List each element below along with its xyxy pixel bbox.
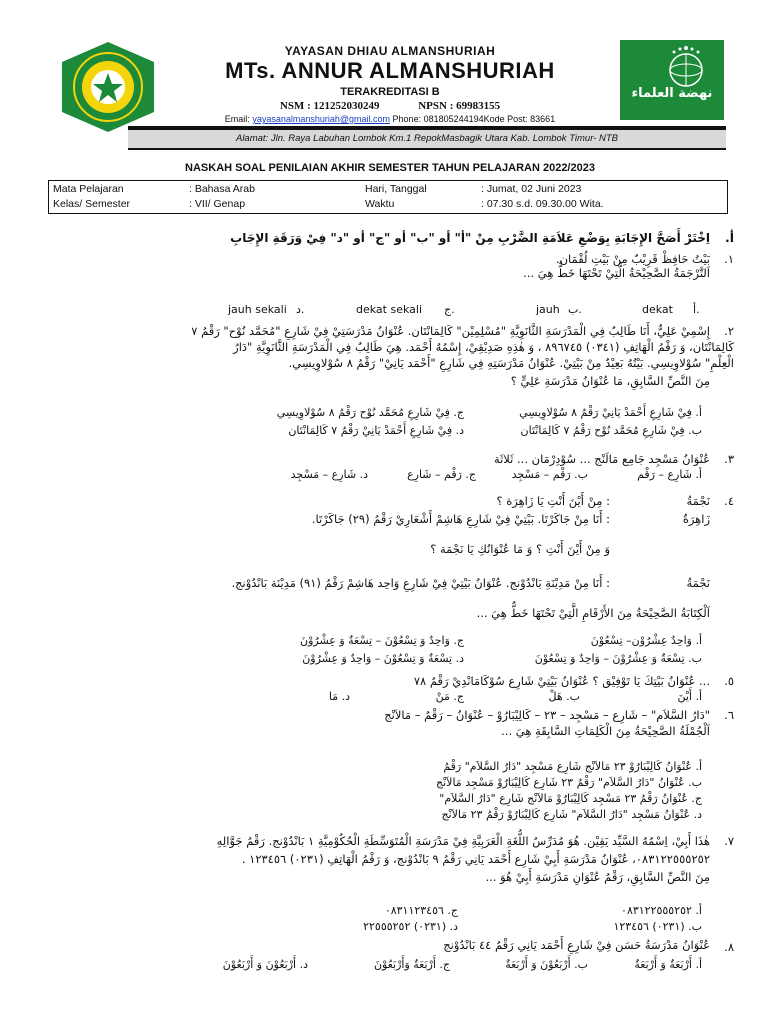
school-name: MTs. ANNUR ALMANSHURIAH xyxy=(225,58,555,83)
day-value: : Jumat, 02 Juni 2023 xyxy=(481,183,582,195)
q3-text: عُنْوَانُ مَسْجِد جَامِع مَالَنْج ... سُوْدِرْمَان ... ثَلاثَة xyxy=(493,452,710,466)
address-bar: Alamat: Jln. Raya Labuhan Lombok Km.1 RepokMasbagik Utara Kab. Lombok Timur- NTB xyxy=(128,129,726,150)
q4-option-d[interactable]: د. تِسْعَةٌ وَ تِسْعُوْنَ – وَاحِدٌ وَ عِشْرُوْنَ xyxy=(302,652,464,665)
q7-option-b[interactable]: ب. (٠٢٣١) ١٢٣٤٥٦ xyxy=(613,920,702,933)
q8-option-b[interactable]: ب. أَرْبَعُوْنَ وَ أَرْبَعَةٌ xyxy=(505,958,588,971)
q2-option-b[interactable]: ب. فِيْ شَارِعِ مُحَمَّد نُوْح رَقْمُ ٧ كَالِمَانْتَان xyxy=(520,424,702,437)
q8-number: ٨. xyxy=(724,940,734,954)
q1-option-c[interactable]: dekat sekali xyxy=(356,303,423,316)
section-instruction: اِخْتَرْ أَصَحَّ الإِجَابَةِ بِوَضْعِ عَلاَمَةِ الضَّرْبِ مِنْ "أ" أو "ب" أو "ج" أو "د" فِيْ وَرَقَةِ الإِجَابِ xyxy=(230,231,710,245)
subject-label: Mata Pelajaran xyxy=(53,183,124,195)
nahdlatul-ulama-logo xyxy=(620,40,724,120)
q5-option-a[interactable]: أ. أَيْنَ xyxy=(677,690,702,703)
q2-line-1: إِسْمِيْ عَلِيٌّ، أَنَا طَالِبٌ فِي الْمَدْرَسَةِ الثَّانَوِيَّةِ "مُسْلِمِيْن" كَالِمَانْتَان. عُنْوَانُ مَدْرَسَتِيْ فِيْ شَارِعِ "مُحَمَّد نُوْح" رَقْمُ ٧ xyxy=(191,324,710,338)
q1-option-a-letter: أ. xyxy=(693,303,700,316)
accreditation: TERAKREDITASI B xyxy=(340,86,440,98)
q1-option-b-letter: ب. xyxy=(568,303,582,316)
q4-line-2: : أَنَا مِنْ جَاكَرْتَا. بَيْتِيْ فِيْ شَارِعِ هَاشِمْ أَشْعَارِيْ رَقْمُ (٢٩) جَاكَرْتَا. xyxy=(311,512,610,526)
class-value: : VII/ Genap xyxy=(189,198,246,210)
q8-option-c[interactable]: ج. أَرْبَعَةٌ وَأَرْبَعُوْنَ xyxy=(373,958,450,971)
class-label: Kelas/ Semester xyxy=(53,198,131,210)
q2-option-a[interactable]: أ. فِيْ شَارِعِ أَحْمَدْ يَانِيْ رَقْمُ ٨ سُوْلاوِيسِي xyxy=(519,406,702,419)
q2-number: ٢. xyxy=(724,324,734,338)
q2-option-d[interactable]: د. فِيْ شَارِعِ أَحْمَدْ يَانِيْ رَقْمُ ٧ كَالِمَانْتَان xyxy=(288,424,464,437)
q3-option-c[interactable]: ج. رَقْم – شَارِع xyxy=(407,468,476,481)
q6-question: اَلْجُمْلَةُ الصَّحِيْحَةُ مِنَ الْكَلِمَاتِ السَّابِقَةِ هِيَ ... xyxy=(501,724,710,738)
q3-option-d[interactable]: د. شَارِع – مَسْجِد xyxy=(290,468,368,481)
npsn: NPSN : 69983155 xyxy=(418,100,501,112)
q7-question: مِنَ النَّصِّ السَّابِقِ، رَقْمُ عُنْوَانِ مَدْرَسَةِ أَبِيْ هُوَ ... xyxy=(485,870,710,884)
q8-option-d[interactable]: د. أَرْبَعُوْنَ وَ أَرْبَعُوْنَ xyxy=(222,958,308,971)
q4-number: ٤. xyxy=(724,494,734,508)
q5-option-d[interactable]: د. مَا xyxy=(328,690,350,703)
q3-number: ٣. xyxy=(724,452,734,466)
q4-option-a[interactable]: أ. وَاحِدٌ عِشْرُوْن– تِسْعُوْنَ xyxy=(590,634,702,647)
q3-option-a[interactable]: أ. شَارِع – رَقْم xyxy=(637,468,702,481)
foundation-name: YAYASAN DHIAU ALMANSHURIAH xyxy=(284,44,496,58)
q1-text: بَيْتُ حَافِظْ قَرِيْبٌ مِنْ بَيْتِ لُقْمَان. xyxy=(555,252,710,266)
school-ids xyxy=(170,100,610,112)
q1-option-d[interactable]: jauh sekali xyxy=(228,303,287,316)
q1-question: اَلتَّرْجَمَةُ الصَّحِيْحَةُ الَّتِيْ تَحْتَهَا خَطٌّ هِيَ ... xyxy=(523,266,710,280)
q4-question: اَلْكِتَابَةُ الصَّحِيْحَةُ مِنَ الأَرْقَامِ الَّتِيْ تَحْتَهَا خَطٌّ هِيَ ... xyxy=(476,606,710,620)
q4-speaker-3: نَجْمَةُ xyxy=(686,576,710,590)
exam-title: NASKAH SOAL PENILAIAN AKHIR SEMESTER TAHUN PELAJARAN 2022/2023 xyxy=(185,162,595,174)
phone-postcode: Phone: 081805244194Kode Post: 83661 xyxy=(392,114,556,124)
q1-number: ١. xyxy=(724,252,734,266)
q3-option-b[interactable]: ب. رَقْم – مَسْجِد xyxy=(511,468,588,481)
q1-option-b[interactable]: jauh xyxy=(536,303,560,316)
q4-option-b[interactable]: ب. تِسْعَةٌ وَ عِشْرُوْنَ – وَاحِدٌ وَ تِسْعُوْنَ xyxy=(534,652,702,665)
q4-speaker-1: نَجْمَةُ xyxy=(686,494,710,508)
email-link[interactable]: yayasanalmanshuriah@gmail.com xyxy=(252,114,391,124)
subject-value: : Bahasa Arab xyxy=(189,183,255,195)
q4-line-4: : أَنَا مِنْ مَدِيْنَةِ بَانْدُوْنج. عُنْوَانُ بَيْتِيْ فِيْ شَارِعِ وَاحِد هَاشِمْ رَقْمُ (٩١) مَدِيْنَة بَانْدُوْنج. xyxy=(231,576,610,590)
q5-text: ... عُنْوَانُ بَيْتِكَ يَا تَوْفِيْق ؟ عُنْوَانُ بَيْتِيْ شَارِع سُوْكَامَانْدِيْ رَقْمُ ٧٨ xyxy=(413,674,710,688)
q2-line-3: الْعِلْمِ" سُوْلاوِيسِي. بَيْتُهُ بَعِيْدٌ مِنْ بَيْتِيْ. عُنْوَانُ مَدْرَسَتِهِ فِي شَارِعِ "أَحْمَد يَانِيْ" رَقْمُ ٨ سُوْلاوِيسِي. xyxy=(288,356,734,370)
q1-option-a[interactable]: dekat xyxy=(642,303,673,316)
q7-line-2: ٠٨٣١٢٢٥٥٥٢٥٢، عُنْوَانُ مَدْرَسَةِ أَبِيْ شَارِع أَحْمَد يَانِي رَقْمُ ٩ بَانْدُوْنج، وَ رَقْمُ الْهَاتِفِ (٠٢٣١) ١٢٣٤٥٦ . xyxy=(241,852,710,866)
q6-text: "دَارُ السَّلاَم" – شَارِع – مَسْجِد – ٢٣ – كَالِيْبَارُوْ – عُنْوَانُ – رَقْمُ – مَالاَنْج xyxy=(384,708,710,722)
day-label: Hari, Tanggal xyxy=(365,183,427,195)
q1-option-d-letter: د. xyxy=(296,303,305,316)
q6-option-a[interactable]: أ. عُنْوَانُ كَالِيْبَارُوْ ٢٣ مَالاَنْج شَارِع مَسْجِد "دَارُ السَّلاَم" رَقْمُ xyxy=(443,760,702,773)
q5-number: ٥. xyxy=(724,674,734,688)
q7-option-d[interactable]: د. (٠٢٣١) ٢٢٥٥٥٢٥٢ xyxy=(363,920,458,933)
contact-line xyxy=(170,114,610,124)
q6-option-d[interactable]: د. عُنْوَانُ مَسْجِد "دَارُ السَّلاَم" شَارِع كَالِيْبَارُوْ رَقْمُ ٢٣ مَالاَنْج xyxy=(441,808,702,821)
q1-option-c-letter: ج. xyxy=(444,303,455,316)
q7-line-1: هٰذَا أَبِيْ، اِسْمُهُ السَّيِّد يَقِيْن. هُوَ مُدَرِّسُ اللُّغَةِ الْعَرَبِيَّةِ فِيْ مَدْرَسَةِ الْمُتَوَسِّطَةِ الْحُكُوْمِيَّةِ ١ بَانْدُوْنج. رَقْمُ جَوَّالِهِ xyxy=(216,834,710,848)
q2-line-2: كَالِمَانْتَان، وَ رَقْمُ الْهَاتِفِ (٠٣٤١) ٨٩٦٧٤٥ ، وَ هٰذِهِ صَدِيْقِيْ، إِسْمُهُ أَحْمَد. هِيَ طَالِبٌ فِي الْمَدْرَسَةِ الثَّانَوِيَّةِ "دَارُ xyxy=(233,340,734,354)
q6-option-c[interactable]: ج. عُنْوَانُ رَقْمُ ٢٣ مَسْجِد كَالِيْبَارُوْ مَالاَنْج شَارِع "دَارُ السَّلاَم" xyxy=(439,792,702,805)
q7-option-a[interactable]: أ. ٠٨٣١٢٢٥٥٥٢٥٢ xyxy=(621,904,702,917)
time-label: Waktu xyxy=(365,198,395,210)
logo-arabic-text: نهضة العلماء xyxy=(631,86,713,101)
q2-question: مِنَ النَّصِّ السَّابِقِ، مَا عُنْوَانُ مَدْرَسَةِ عَلِيٍّ ؟ xyxy=(510,374,710,388)
email-label: Email: xyxy=(224,114,250,124)
q7-number: ٧. xyxy=(724,834,734,848)
q7-option-c[interactable]: ج. ٠٨٣١١٢٣٤٥٦ xyxy=(384,904,458,917)
info-table xyxy=(48,180,728,214)
q5-option-c[interactable]: ج. مَنْ xyxy=(435,690,464,703)
q6-number: ٦. xyxy=(724,708,734,722)
q2-option-c[interactable]: ج. فِيْ شَارِعِ مُحَمَّد نُوْح رَقْمُ ٨ سُوْلاوِيسِي xyxy=(276,406,464,419)
q4-line-1: : مِنْ أَيْنَ أَنْتِ يَا زَاهِرَة ؟ xyxy=(496,494,610,508)
q4-speaker-2: زَاهِرَةُ xyxy=(682,512,710,526)
time-value: : 07.30 s.d. 09.30.00 Wita. xyxy=(481,198,604,210)
nsm: NSM : 121252030249 xyxy=(279,100,380,112)
q8-text: عُنْوَانُ مَدْرَسَةُ حَسَن فِيْ شَارِعِ أَحْمَد يَانِي رَقْمُ ٤٤ بَانْدُوْنج xyxy=(443,938,710,952)
school-logo xyxy=(56,40,160,134)
q8-option-a[interactable]: أ. أَرْبَعَةٌ وَ أَرْبَعَةٌ xyxy=(634,958,702,971)
q5-option-b[interactable]: ب. هَلْ xyxy=(548,690,580,703)
q4-line-3: وَ مِنْ أَيْنَ أَنْتِ ؟ وَ مَا عُنْوَانُكِ يَا نَجْمَة ؟ xyxy=(430,542,610,556)
section-letter: أ. xyxy=(724,230,734,245)
q6-option-b[interactable]: ب. عُنْوَانُ "دَارُ السَّلاَم" رَقْمُ ٢٣ شَارِع كَالِيْبَارُوْ مَسْجِد مَالاَنْج xyxy=(436,776,702,789)
q4-option-c[interactable]: ج. وَاحِدٌ وَ تِسْعُوْنَ – تِسْعَةٌ وَ عِشْرُوْنَ xyxy=(300,634,464,647)
